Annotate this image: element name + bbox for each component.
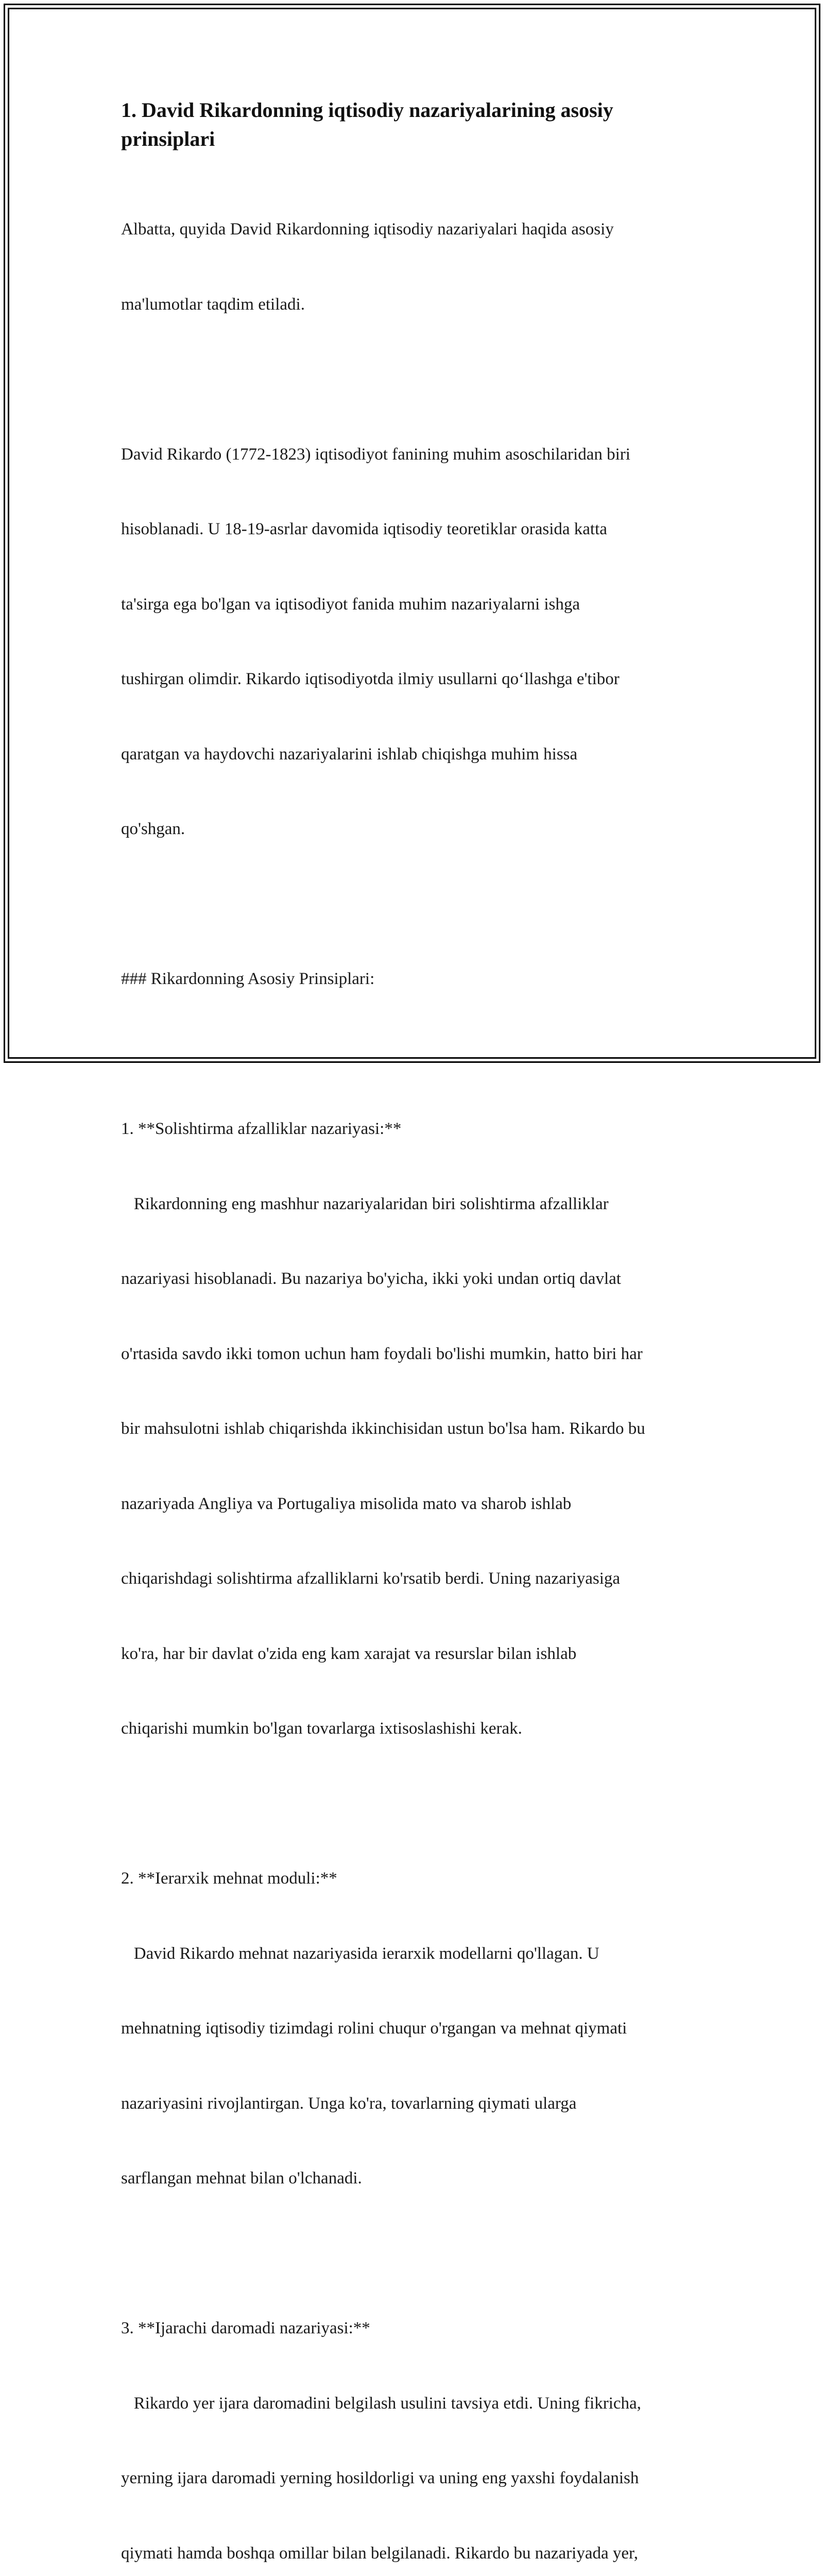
list-item-heading: 3. **Ijarachi daromadi nazariyasi:** <box>121 2319 370 2337</box>
text-line: sarflangan mehnat bilan o'lchanadi. <box>121 2169 362 2188</box>
text-line: hisoblanadi. U 18-19-asrlar davomida iqtisodiy teoretiklar orasida katta <box>121 520 607 538</box>
text-line: chiqarishi mumkin bo'lgan tovarlarga ixtisoslashishi kerak. <box>121 1719 522 1738</box>
text-line: David Rikardo mehnat nazariyasida ierarxik modellarni qo'llagan. U <box>121 1944 599 1963</box>
text-line: Rikardo yer ijara daromadini belgilash usulini tavsiya etdi. Uning fikricha, <box>121 2394 641 2413</box>
principle-2-paragraph <box>121 1816 713 2241</box>
text-line: nazariyasini rivojlantirgan. Unga ko'ra, tovarlarning qiymati ularga <box>121 2094 577 2113</box>
text-line: ko'ra, har bir davlat o'zida eng kam xarajat va resurslar bilan ishlab <box>121 1644 577 1663</box>
text-line: yerning ijara daromadi yerning hosildorligi va uning eng yaxshi foydalanish <box>121 2469 639 2487</box>
text-line: ### Rikardonning Asosiy Prinsiplari: <box>121 970 375 988</box>
text-line: bir mahsulotni ishlab chiqarishda ikkinchisidan ustun bo'lsa ham. Rikardo bu <box>121 1419 645 1438</box>
intro-paragraph <box>121 167 713 367</box>
section-heading <box>121 917 713 1042</box>
list-item-heading: 2. **Ierarxik mehnat moduli:** <box>121 1869 337 1888</box>
document-body <box>121 96 713 2576</box>
title-line: 1. David Rikardonning iqtisodiy nazariyalarining asosiy <box>121 98 613 122</box>
text-line: tushirgan olimdir. Rikardo iqtisodiyotda ilmiy usullarni qo‘llashga e'tibor <box>121 670 620 688</box>
list-item-heading: 1. **Solishtirma afzalliklar nazariyasi:** <box>121 1120 402 1138</box>
text-line: qo'shgan. <box>121 820 185 838</box>
document-title <box>121 96 713 154</box>
text-line: chiqarishdagi solishtirma afzalliklarni ko'rsatib berdi. Uning nazariyasiga <box>121 1569 621 1588</box>
principle-1-paragraph <box>121 1066 713 1791</box>
title-line: prinsiplari <box>121 127 215 150</box>
text-line: Rikardonning eng mashhur nazariyalaridan biri solishtirma afzalliklar <box>121 1194 609 1213</box>
text-line: nazariyada Angliya va Portugaliya misolida mato va sharob ishlab <box>121 1494 572 1513</box>
text-line: David Rikardo (1772-1823) iqtisodiyot fanining muhim asoschilaridan biri <box>121 445 630 464</box>
text-line: nazariyasi hisoblanadi. Bu nazariya bo'yicha, ikki yoki undan ortiq davlat <box>121 1269 621 1288</box>
text-line: ma'lumotlar taqdim etiladi. <box>121 295 305 314</box>
text-line: o'rtasida savdo ikki tomon uchun ham foydali bo'lishi mumkin, hatto biri har <box>121 1344 643 1363</box>
text-line: qaratgan va haydovchi nazariyalarini ishlab chiqishga muhim hissa <box>121 744 578 764</box>
principle-3-paragraph <box>121 2266 713 2576</box>
text-line: ta'sirga ega bo'lgan va iqtisodiyot fanida muhim nazariyalarni ishga <box>121 595 580 614</box>
text-line: mehnatning iqtisodiy tizimdagi rolini chuqur o'rgangan va mehnat qiymati <box>121 2019 627 2038</box>
biography-paragraph <box>121 392 713 892</box>
text-line: qiymati hamda boshqa omillar bilan belgilanadi. Rikardo bu nazariyada yer, <box>121 2544 638 2563</box>
text-line: Albatta, quyida David Rikardonning iqtisodiy nazariyalari haqida asosiy <box>121 220 614 239</box>
